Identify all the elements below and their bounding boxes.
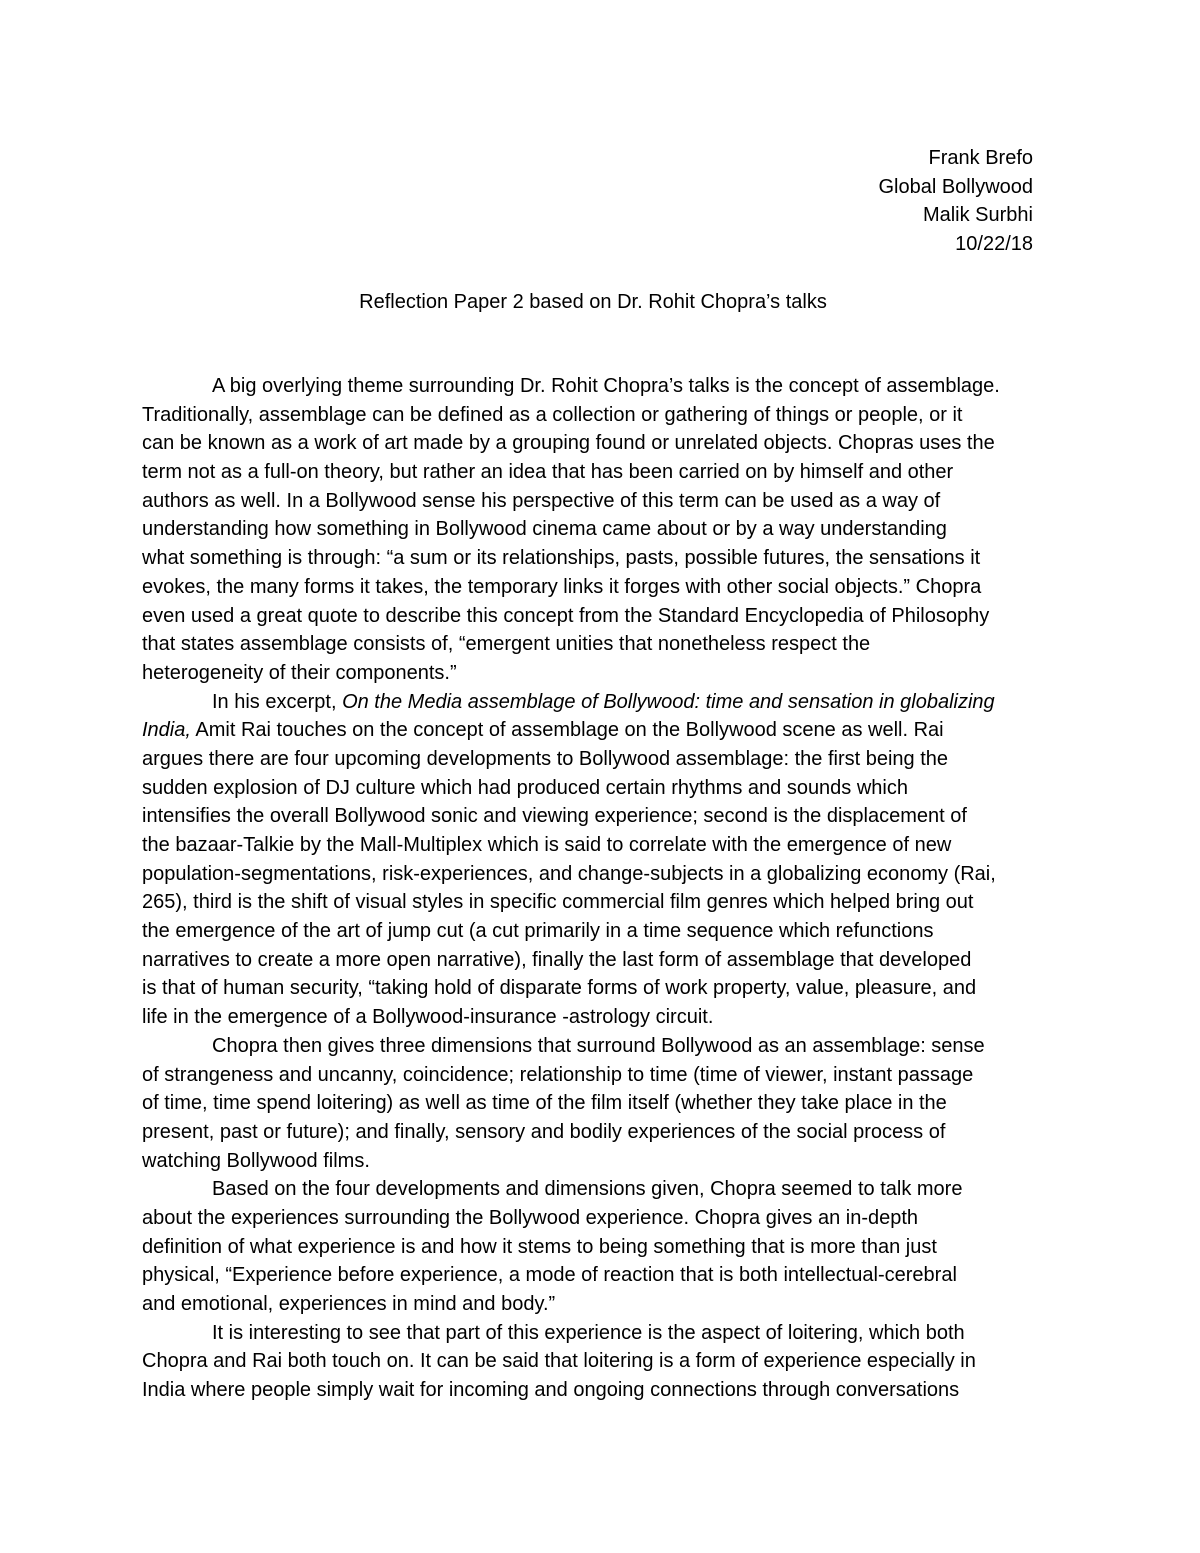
text-segment: Amit Rai touches on the concept of assemblage on the Bollywood scene as well. Rai — [190, 719, 944, 742]
text-line — [142, 716, 1060, 745]
text-line: can be known as a work of art made by a grouping found or unrelated objects. Chopras uses the — [142, 432, 995, 455]
text-line: present, past or future); and finally, sensory and bodily experiences of the social process of — [142, 1120, 946, 1143]
text-line: about the experiences surrounding the Bollywood experience. Chopra gives an in-depth — [142, 1206, 919, 1229]
text-line: definition of what experience is and how it stems to being something that is more than just — [142, 1235, 937, 1258]
text-line: what something is through: “a sum or its relationships, pasts, possible futures, the sensations it — [142, 547, 981, 570]
author-name: Frank Brefo — [928, 147, 1033, 169]
text-line: It is interesting to see that part of this experience is the aspect of loitering, which both — [212, 1321, 965, 1344]
text-line: heterogeneity of their components.” — [142, 661, 457, 684]
paper-body — [142, 372, 1060, 1405]
paper-date: 10/22/18 — [955, 233, 1033, 256]
paragraph-5 — [142, 1319, 1060, 1405]
text-line: argues there are four upcoming developments to Bollywood assemblage: the first being the — [142, 747, 949, 770]
text-line: Chopra and Rai both touch on. It can be said that loitering is a form of experience especially in — [142, 1350, 976, 1373]
text-line: 265), third is the shift of visual styles in specific commercial film genres which helped bring out — [142, 891, 974, 914]
text-line: of strangeness and uncanny, coincidence; relationship to time (time of viewer, instant passage — [142, 1063, 974, 1086]
excerpt-title-end: India, — [142, 719, 191, 742]
paragraph-4 — [142, 1175, 1060, 1318]
paper-title: Reflection Paper 2 based on Dr. Rohit Chopra’s talks — [359, 291, 827, 313]
text-line: Chopra then gives three dimensions that surround Bollywood as an assemblage: sense — [212, 1034, 985, 1057]
text-line: A big overlying theme surrounding Dr. Rohit Chopra’s talks is the concept of assemblage. — [212, 375, 1000, 397]
text-line: narratives to create a more open narrative), finally the last form of assemblage that developed — [142, 948, 972, 971]
text-line: watching Bollywood films. — [142, 1149, 370, 1172]
text-line: authors as well. In a Bollywood sense his perspective of this term can be used as a way of — [142, 489, 941, 512]
text-line: is that of human security, “taking hold of disparate forms of work property, value, pleasure, and — [142, 977, 977, 1000]
text-line: that states assemblage consists of, “emergent unities that nonetheless respect the — [142, 633, 871, 656]
paragraph-3 — [142, 1032, 1060, 1175]
text-line: sudden explosion of DJ culture which had produced certain rhythms and sounds which — [142, 776, 908, 799]
text-line — [142, 688, 1060, 717]
text-line: understanding how something in Bollywood cinema came about or by a way understanding — [142, 518, 947, 541]
text-line: and emotional, experiences in mind and body.” — [142, 1293, 556, 1315]
header-block — [878, 144, 1033, 259]
text-line: the emergence of the art of jump cut (a cut primarily in a time sequence which refunctions — [142, 920, 934, 943]
text-line: physical, “Experience before experience, a mode of reaction that is both intellectual-cerebral — [142, 1264, 957, 1287]
text-line: India where people simply wait for incoming and ongoing connections through conversations — [142, 1379, 960, 1402]
text-line: intensifies the overall Bollywood sonic and viewing experience; second is the displacement of — [142, 805, 967, 828]
text-line: Based on the four developments and dimensions given, Chopra seemed to talk more — [212, 1178, 963, 1201]
excerpt-title: On the Media assemblage of Bollywood: time and sensation in globalizing — [342, 690, 995, 713]
text-line: of time, time spend loitering) as well as time of the film itself (whether they take place in the — [142, 1092, 947, 1115]
text-line: term not as a full-on theory, but rather an idea that has been carried on by himself and other — [142, 461, 954, 484]
instructor-name: Malik Surbhi — [922, 204, 1033, 227]
text-line: evokes, the many forms it takes, the temporary links it forges with other social objects.” Chopra — [142, 575, 982, 598]
text-line: Traditionally, assemblage can be defined as a collection or gathering of things or people, or it — [142, 403, 963, 426]
text-line: the bazaar-Talkie by the Mall-Multiplex which is said to correlate with the emergence of new — [142, 834, 952, 856]
course-name: Global Bollywood — [878, 175, 1033, 198]
paragraph-1 — [142, 372, 1060, 688]
text-line: population-segmentations, risk-experiences, and change-subjects in a globalizing economy (Rai, — [142, 862, 996, 885]
paragraph-2 — [142, 688, 1060, 1032]
text-line: life in the emergence of a Bollywood-insurance -astrology circuit. — [142, 1006, 714, 1029]
text-line: even used a great quote to describe this concept from the Standard Encyclopedia of Philosophy — [142, 604, 990, 627]
excerpt-intro: In his excerpt, — [212, 690, 343, 713]
